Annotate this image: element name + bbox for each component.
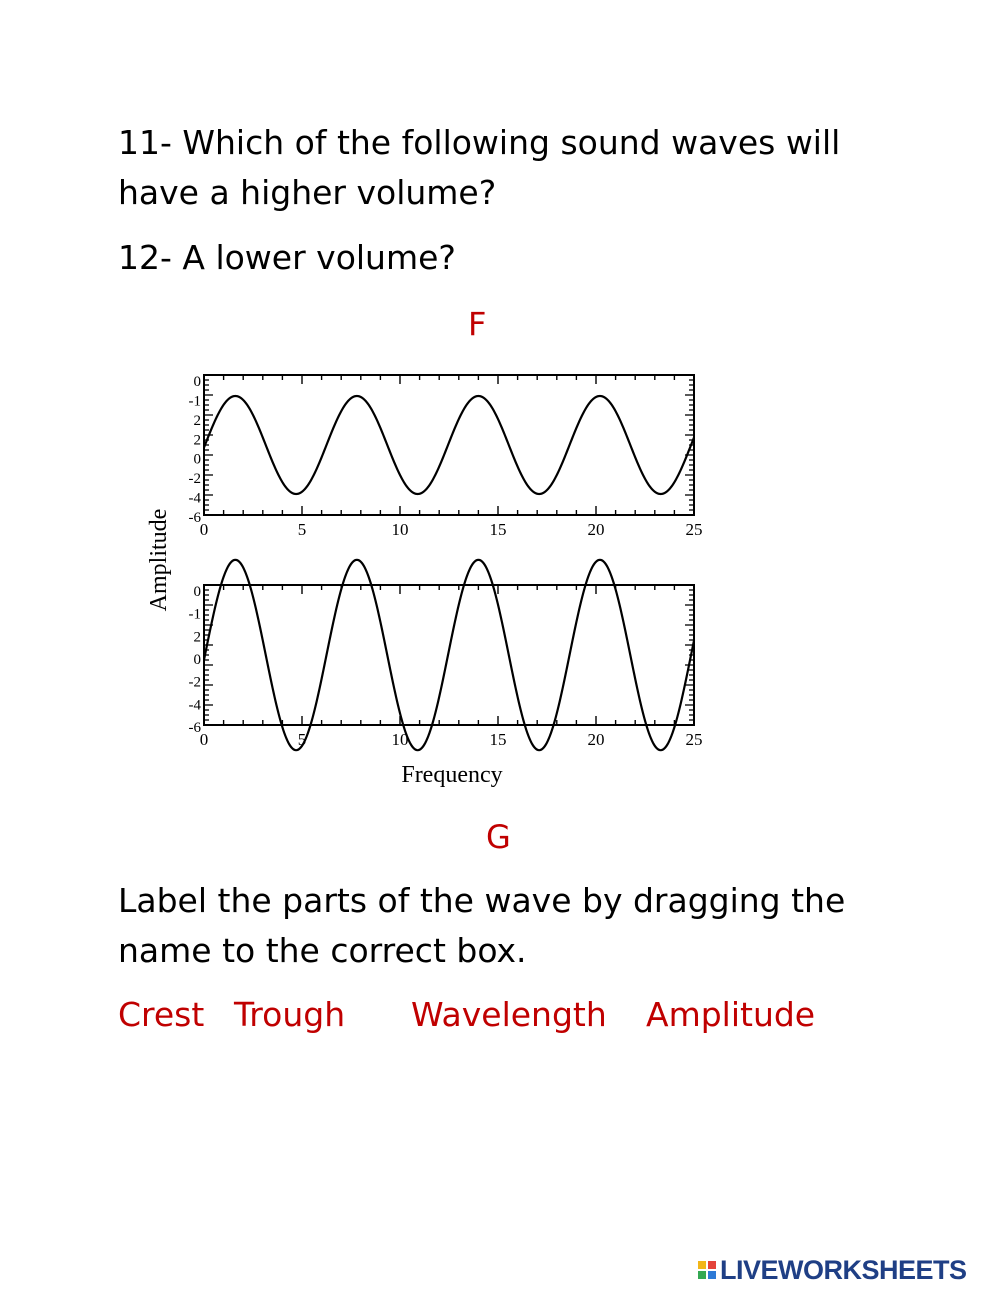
top-x-tick-label: 25 (685, 520, 703, 539)
drag-word-crest[interactable]: Crest (118, 995, 205, 1034)
top-x-tick-labels (200, 520, 703, 539)
top-y-tick-label: 2 (193, 432, 201, 449)
top-y-tick-label: -2 (188, 471, 201, 488)
top-y-tick-label: 0 (193, 451, 201, 468)
wave-g-line (204, 560, 694, 750)
bottom-y-tick-labels (189, 584, 202, 736)
x-axis-label: Frequency (401, 762, 503, 788)
bottom-y-tick-label: 2 (193, 629, 201, 646)
top-y-tick-labels (189, 374, 202, 526)
bottom-y-tick-label: 0 (193, 584, 201, 600)
bottom-y-tick-label: -2 (188, 674, 201, 691)
bottom-y-tick-label: 0 (193, 652, 201, 668)
question-12: 12- A lower volume? (118, 238, 456, 277)
top-y-tick-label: -1 (188, 393, 201, 410)
wave-label-g: G (486, 818, 511, 856)
bottom-x-tick-label: 5 (297, 730, 307, 749)
top-y-tick-label: 0 (193, 374, 201, 390)
bottom-y-tick-label: -1 (188, 606, 201, 623)
bottom-x-tick-label: 25 (685, 730, 703, 749)
wave-label-f: F (468, 305, 487, 343)
question-11: 11- Which of the following sound waves will have a higher volume? (118, 123, 841, 212)
top-x-tick-label: 20 (587, 520, 605, 539)
bottom-x-tick-labels (200, 730, 703, 749)
top-x-tick-label: 15 (489, 520, 507, 539)
bottom-x-tick-label: 20 (587, 730, 605, 749)
y-axis-label: Amplitude (146, 508, 172, 612)
instruction-text: Label the parts of the wave by dragging the name to the correct box. (118, 881, 846, 970)
top-y-tick-label: -6 (188, 510, 201, 526)
brand-name: LIVEWORKSHEETS (720, 1254, 967, 1285)
brand-mark-icon (698, 1261, 716, 1279)
wave-f-line (204, 396, 694, 494)
wave-charts (140, 360, 720, 800)
top-y-tick-label: 2 (193, 412, 201, 429)
drag-word-amplitude[interactable]: Amplitude (646, 995, 816, 1034)
bottom-y-tick-label: -6 (188, 720, 201, 736)
bottom-y-tick-label: -4 (188, 697, 201, 714)
brand-logo[interactable] (698, 1255, 967, 1285)
top-x-tick-label: 0 (199, 520, 209, 539)
bottom-x-tick-label: 15 (489, 730, 507, 749)
drag-word-wavelength[interactable]: Wavelength (411, 995, 607, 1034)
top-x-tick-label: 10 (391, 520, 409, 539)
top-y-tick-label: -4 (188, 490, 201, 507)
bottom-x-tick-label: 0 (199, 730, 209, 749)
bottom-x-tick-label: 10 (391, 730, 409, 749)
drag-word-trough[interactable]: Trough (234, 995, 346, 1034)
top-x-tick-label: 5 (297, 520, 307, 539)
